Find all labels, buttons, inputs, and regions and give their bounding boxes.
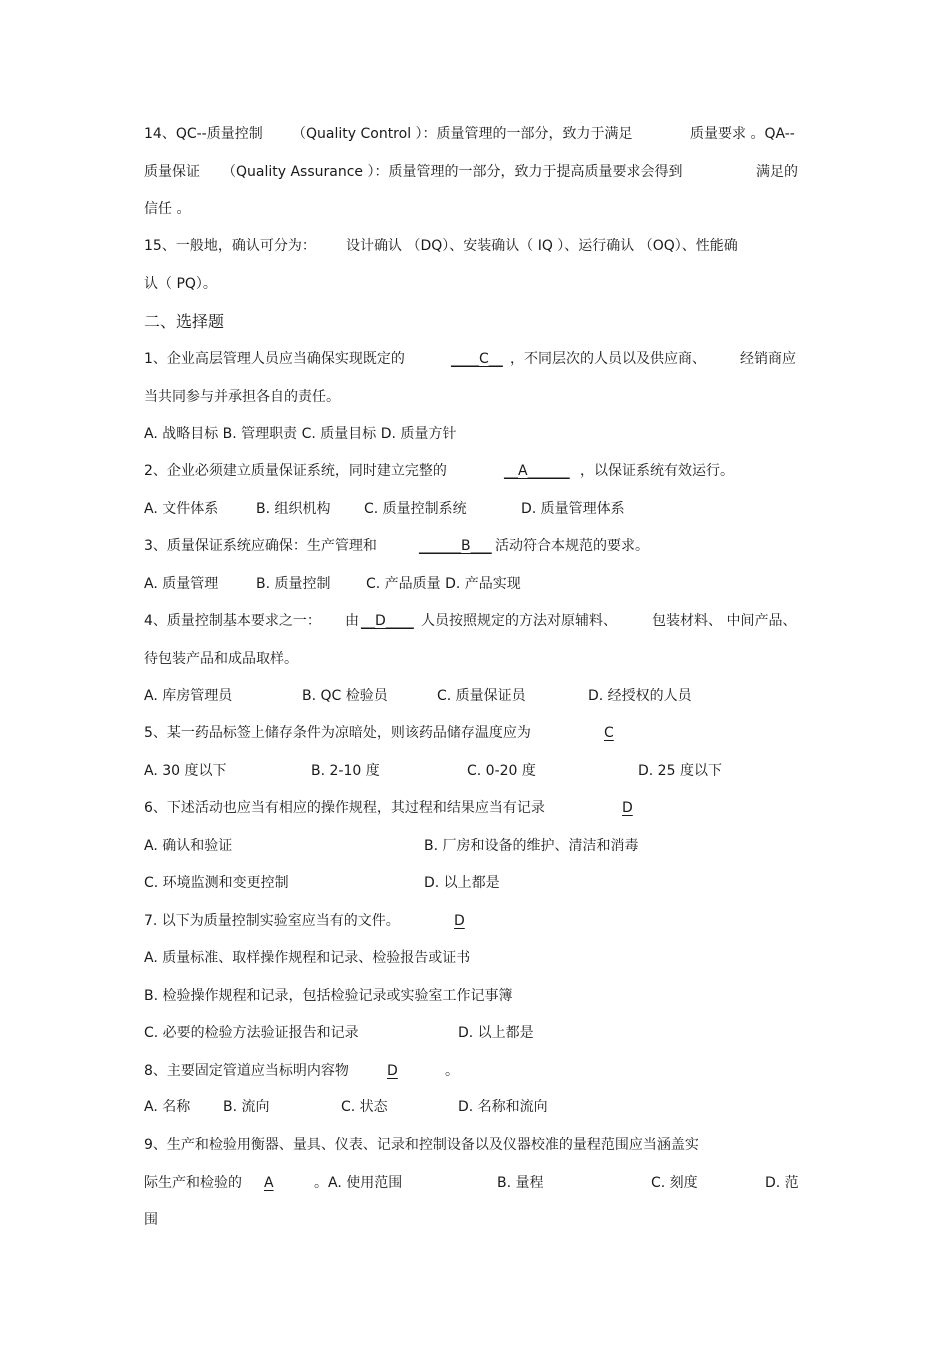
q3-option-a: A. 质量管理 — [144, 576, 219, 592]
q14-qa-label: 质量保证 — [144, 164, 200, 180]
q4-text-b: 由 — [345, 613, 359, 629]
q9-option-d: D. 范 — [765, 1175, 799, 1191]
q3-option-cd: C. 产品质量 D. 产品实现 — [366, 576, 521, 592]
q2-option-a: A. 文件体系 — [144, 501, 219, 517]
q9-answer: A — [264, 1175, 274, 1191]
q1-answer: ____C__ — [451, 351, 503, 367]
q3-text-b: 活动符合本规范的要求。 — [495, 538, 649, 554]
q6-option-c: C. 环境监测和变更控制 — [144, 875, 289, 891]
q4-option-b: B. QC 检验员 — [302, 688, 388, 704]
q4-option-d: D. 经授权的人员 — [588, 688, 692, 704]
q2-option-b: B. 组织机构 — [256, 501, 331, 517]
q8-answer: D — [387, 1063, 398, 1079]
q14-qa-definition: （Quality Assurance ）：质量管理的一部分，致力于提高质量要求会得到 — [222, 164, 683, 180]
q8-option-d: D. 名称和流向 — [458, 1099, 548, 1115]
q6-option-b: B. 厂房和设备的维护、清洁和消毒 — [424, 838, 639, 854]
section-title: 二、选择题 — [144, 312, 225, 331]
q5-text: 5、某一药品标签上储存条件为凉暗处，则该药品储存温度应为 — [144, 725, 531, 741]
q2-answer: __A______ — [504, 463, 570, 479]
q5-option-b: B. 2-10 度 — [311, 763, 380, 779]
q9-text-b: 际生产和检验的 — [144, 1175, 242, 1191]
q8-text-b: 。 — [445, 1063, 459, 1079]
q7-answer: D — [454, 913, 465, 929]
q9-option-a: 。A. 使用范围 — [314, 1175, 403, 1191]
q7-option-a: A. 质量标准、取样操作规程和记录、检验报告或证书 — [144, 950, 471, 966]
q4-answer: __D____ — [361, 613, 414, 629]
q1-text: 1、企业高层管理人员应当确保实现既定的 — [144, 351, 405, 367]
q4-text: 4、质量控制基本要求之一： — [144, 613, 321, 629]
q4-text-d: 包装材料、 中间产品、 — [652, 613, 797, 629]
q9-option-b: B. 量程 — [497, 1175, 544, 1191]
q7-text: 7. 以下为质量控制实验室应当有的文件。 — [144, 913, 400, 929]
q2-option-d: D. 质量管理体系 — [521, 501, 625, 517]
q4-text-e: 待包装产品和成品取样。 — [144, 651, 298, 667]
q15-list: 设计确认 （DQ）、安装确认（ IQ ）、运行确认 （OQ）、性能确 — [346, 238, 738, 254]
q1-stem — [144, 349, 405, 369]
q6-option-d: D. 以上都是 — [424, 875, 500, 891]
q2-text-b: ，以保证系统有效运行。 — [580, 463, 734, 479]
q9-option-d-end: 围 — [144, 1212, 158, 1228]
q5-option-c: C. 0-20 度 — [467, 763, 536, 779]
q14-qc-definition: （Quality Control ）：质量管理的一部分，致力于满足 — [292, 126, 633, 142]
q6-option-a: A. 确认和验证 — [144, 838, 233, 854]
q15-label: 15、一般地，确认可分为： — [144, 238, 316, 254]
q1-text-d: 当共同参与并承担各自的责任。 — [144, 389, 340, 405]
q5-answer: C — [604, 725, 614, 741]
q4-text-c: 人员按照规定的方法对原辅料、 — [421, 613, 617, 629]
q5-option-d: D. 25 度以下 — [638, 763, 722, 779]
q8-option-b: B. 流向 — [223, 1099, 270, 1115]
q2-text: 2、企业必须建立质量保证系统，同时建立完整的 — [144, 463, 447, 479]
q9-text: 9、生产和检验用衡器、量具、仪表、记录和控制设备以及仪器校准的量程范围应当涵盖实 — [144, 1137, 699, 1153]
q1-text-b: ，不同层次的人员以及供应商、 — [510, 351, 706, 367]
q14-qa-term: 满足的 — [756, 164, 798, 180]
q7-option-c: C. 必要的检验方法验证报告和记录 — [144, 1025, 359, 1041]
q4-option-c: C. 质量保证员 — [437, 688, 526, 704]
q9-option-c: C. 刻度 — [651, 1175, 698, 1191]
q15-list-end: 认（ PQ）。 — [144, 276, 217, 292]
q3-option-b: B. 质量控制 — [256, 576, 331, 592]
q3-text: 3、质量保证系统应确保：生产管理和 — [144, 538, 377, 554]
q14-line-1 — [144, 124, 263, 144]
q8-text: 8、主要固定管道应当标明内容物 — [144, 1063, 349, 1079]
q14-label: 14、QC--质量控制 — [144, 126, 263, 142]
q1-options: A. 战略目标 B. 管理职责 C. 质量目标 D. 质量方针 — [144, 426, 457, 442]
q3-answer: ______B___ — [419, 538, 492, 554]
q2-option-c: C. 质量控制系统 — [364, 501, 467, 517]
q14-qa-term-end: 信任 。 — [144, 201, 191, 217]
q4-option-a: A. 库房管理员 — [144, 688, 233, 704]
q6-answer: D — [622, 800, 633, 816]
q1-text-c: 经销商应 — [740, 351, 796, 367]
q6-text: 6、下述活动也应当有相应的操作规程，其过程和结果应当有记录 — [144, 800, 545, 816]
q7-option-d: D. 以上都是 — [458, 1025, 534, 1041]
q8-option-a: A. 名称 — [144, 1099, 191, 1115]
q7-option-b: B. 检验操作规程和记录，包括检验记录或实验室工作记事簿 — [144, 988, 513, 1004]
q5-option-a: A. 30 度以下 — [144, 763, 227, 779]
q8-option-c: C. 状态 — [341, 1099, 388, 1115]
q14-qc-term: 质量要求 。QA-- — [690, 126, 795, 142]
